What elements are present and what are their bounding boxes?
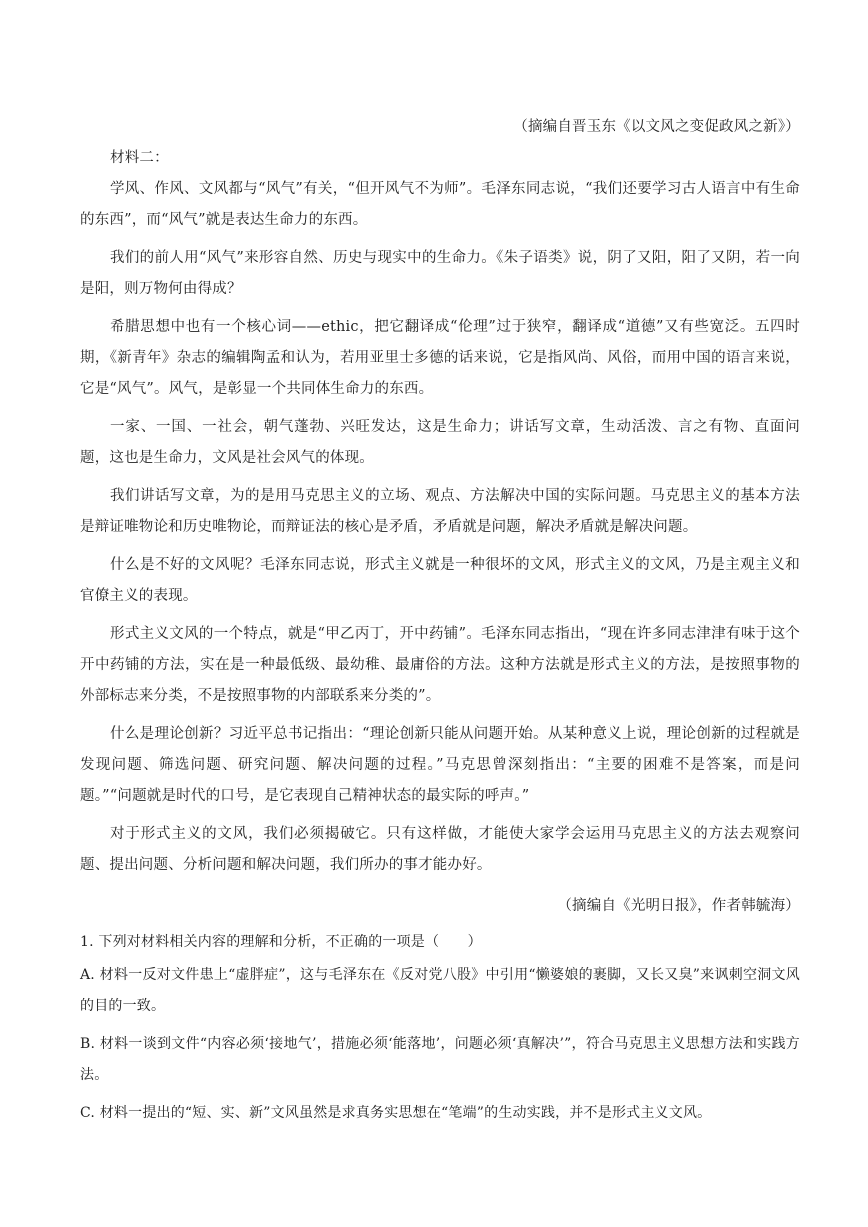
paragraph-7: 形式主义文风的一个特点，就是“甲乙丙丁，开中药铺”。毛泽东同志指出，“现在许多同志津津有味于这个开中药铺的方法，实在是一种最低级、最幼稚、最庸俗的方法。这种方法就是形式主义的方法，是按照事物的外部标志来分类，不是按照事物的内部联系来分类的”。 bbox=[80, 626, 800, 704]
paragraph-8: 什么是理论创新？习近平总书记指出：“理论创新只能从问题开始。从某种意义上说，理论创新的过程就是发现问题、筛选问题、研究问题、解决问题的过程。”马克思曾深刻指出：“主要的困难不是答案，而是问题。”“问题就是时代的口号，是它表现自己精神状态的最实际的呼声。” bbox=[80, 726, 800, 804]
source-citation-1: （摘编自晋玉东《以文风之变促政风之新》） bbox=[513, 119, 800, 135]
paragraph-3: 希腊思想中也有一个核心词——ethic，把它翻译成“伦理”过于狭窄，翻译成“道德”又有些宽泛。五四时期，《新青年》杂志的编辑陶孟和认为，若用亚里士多德的话来说，它是指风尚、风俗，而用中国的语言来说，它是“风气”。风气，是彰显一个共同体生命力的东西。 bbox=[80, 319, 800, 397]
paragraph-9: 对于形式主义的文风，我们必须揭破它。只有这样做，才能使大家学会运用马克思主义的方法去观察问题、提出问题、分析问题和解决问题，我们所办的事才能办好。 bbox=[80, 826, 800, 873]
option-a: A. 材料一反对文件患上“虚胖症”，这与毛泽东在《反对党八股》中引用“懒婆娘的裹脚，又长又臭”来讽刺空洞文风的目的一致。 bbox=[80, 967, 800, 1014]
paragraph-5: 我们讲话写文章，为的是用马克思主义的立场、观点、方法解决中国的实际问题。马克思主义的基本方法是辩证唯物论和历史唯物论，而辩证法的核心是矛盾，矛盾就是问题，解决矛盾就是解决问题。 bbox=[80, 488, 800, 535]
paragraph-1: 学风、作风、文风都与“风气”有关，“但开风气不为师”。毛泽东同志说，“我们还要学习古人语言中有生命的东西”，而“风气”就是表达生命力的东西。 bbox=[80, 181, 800, 228]
paragraph-4: 一家、一国、一社会，朝气蓬勃、兴旺发达，这是生命力；讲话写文章，生动活泼、言之有物、直面问题，这也是生命力，文风是社会风气的体现。 bbox=[80, 419, 800, 466]
source-citation-2: （摘编自《光明日报》，作者韩毓海） bbox=[557, 898, 800, 914]
option-b: B. 材料一谈到文件“内容必须‘接地气’，措施必须‘能落地’，问题必须‘真解决’”，符合马克思主义思想方法和实践方法。 bbox=[80, 1036, 800, 1083]
question-stem: 1. 下列对材料相关内容的理解和分析，不正确的一项是（ ） bbox=[80, 934, 482, 950]
paragraph-2: 我们的前人用“风气”来形容自然、历史与现实中的生命力。《朱子语类》说，阴了又阳，阳了又阴，若一向是阳，则万物何由得成？ bbox=[80, 250, 800, 297]
material-2-heading: 材料二： bbox=[110, 150, 169, 166]
option-c: C. 材料一提出的“短、实、新”文风虽然是求真务实思想在“笔端”的生动实践，并不是形式主义文风。 bbox=[80, 1105, 712, 1121]
paragraph-6: 什么是不好的文风呢？毛泽东同志说，形式主义就是一种很坏的文风，形式主义的文风，乃是主观主义和官僚主义的表现。 bbox=[80, 557, 800, 604]
